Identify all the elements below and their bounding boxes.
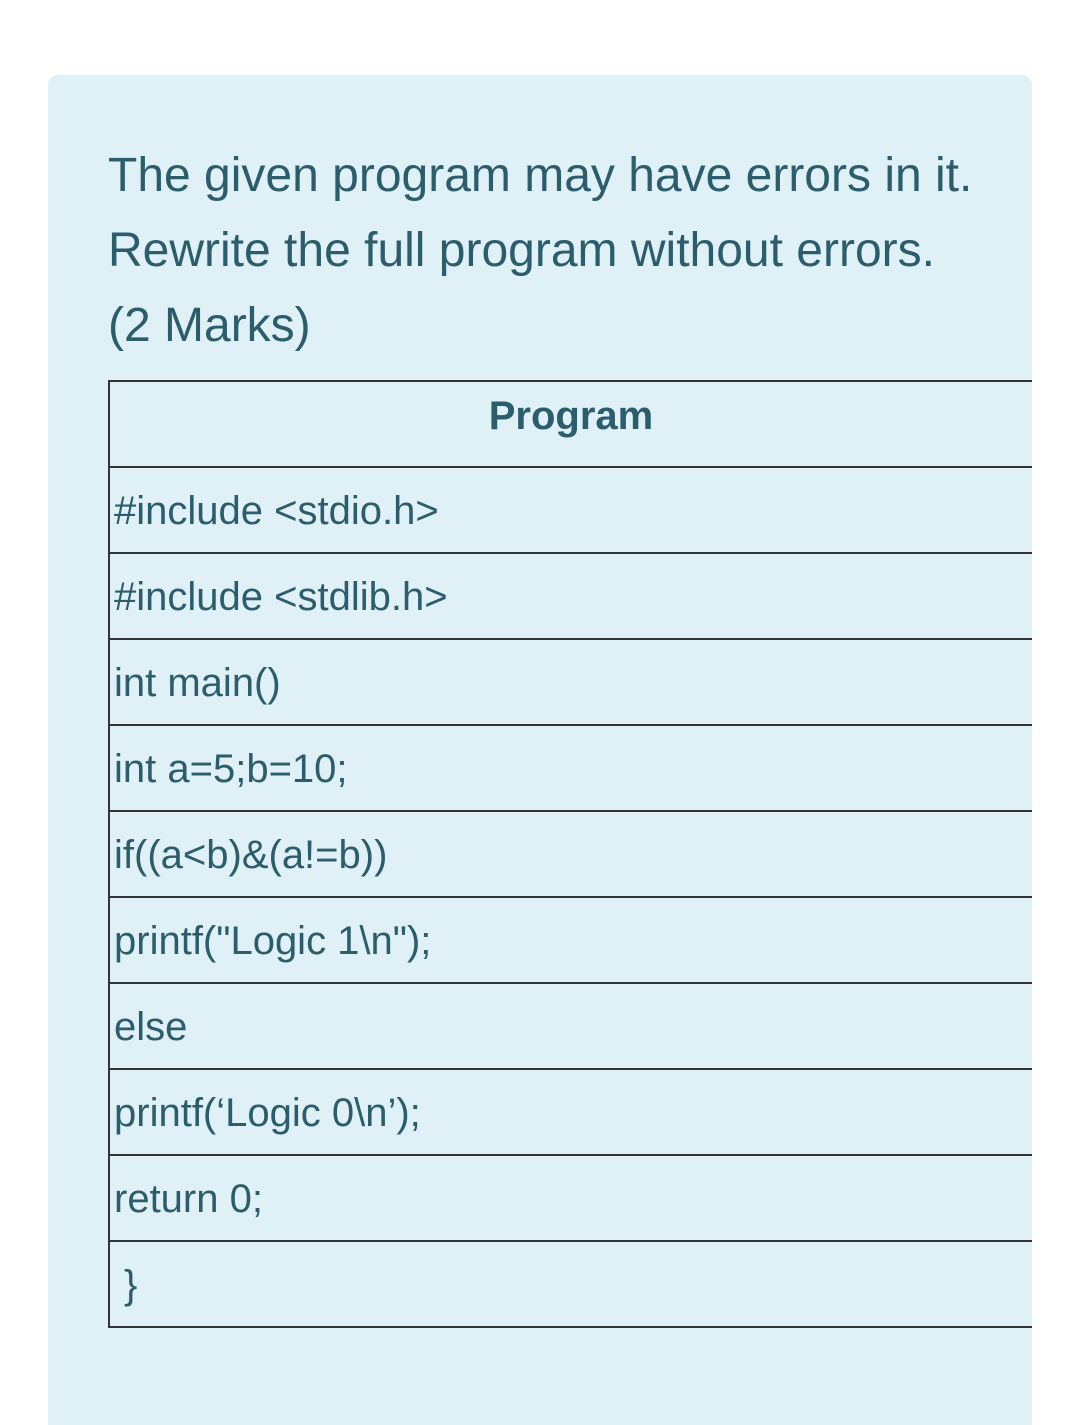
- code-line: printf("Logic 1\n");: [109, 897, 1032, 983]
- code-line: if((a<b)&(a!=b)): [109, 811, 1032, 897]
- program-table: [108, 380, 1032, 1328]
- code-line: int a=5;b=10;: [109, 725, 1032, 811]
- code-line: int main(): [109, 639, 1032, 725]
- table-row: [109, 897, 1032, 983]
- table-row: [109, 467, 1032, 553]
- table-row: [109, 553, 1032, 639]
- code-line: }: [109, 1241, 1032, 1327]
- table-row: [109, 983, 1032, 1069]
- question-text: The given program may have errors in it. Rewrite the full program without errors. (2 Marks): [108, 149, 973, 352]
- code-line: #include <stdlib.h>: [109, 553, 1032, 639]
- table-row: [109, 725, 1032, 811]
- table-header-row: [109, 381, 1032, 467]
- table-row: [109, 1155, 1032, 1241]
- table-row: [109, 1069, 1032, 1155]
- code-line: return 0;: [109, 1155, 1032, 1241]
- program-header: Program: [109, 381, 1032, 467]
- code-line: else: [109, 983, 1032, 1069]
- table-row: [109, 639, 1032, 725]
- table-row: [109, 1241, 1032, 1327]
- table-row: [109, 811, 1032, 897]
- code-line: #include <stdio.h>: [109, 467, 1032, 553]
- code-line: printf(‘Logic 0\n’);: [109, 1069, 1032, 1155]
